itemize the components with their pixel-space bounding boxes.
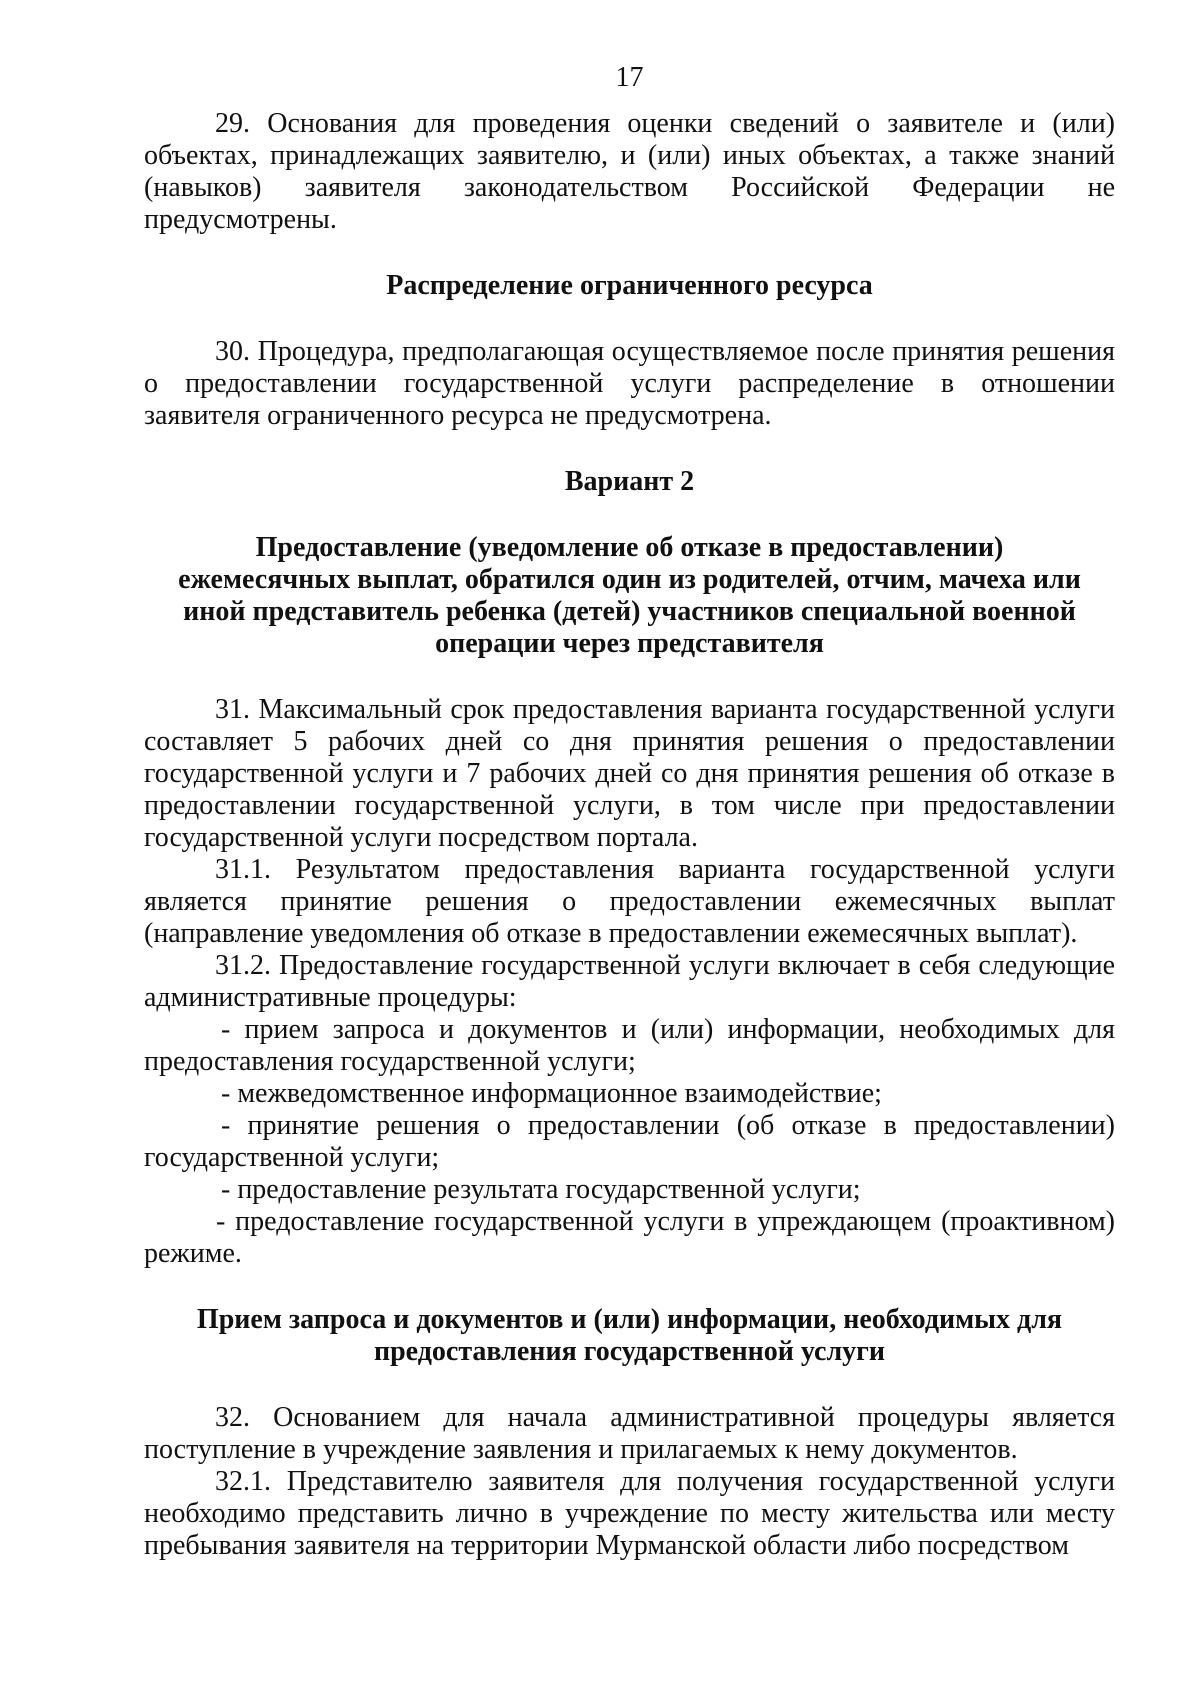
page-number: 17 xyxy=(615,62,644,93)
paragraph-29: 29. Основания для проведения оценки сведений о заявителе и (или) объектах, принадлежащих заявителю, и (или) иных объектах, а также знаний (навыков) заявителя законодательством Российской Федерации не предусмотрены. xyxy=(144,108,1115,235)
heading-request-reception: Прием запроса и документов и (или) информации, необходимых для предоставления государственной услуги xyxy=(196,1304,1063,1367)
procedure-item: - принятие решения о предоставлении (об отказе в предоставлении) государственной услуги; xyxy=(144,1110,1115,1173)
procedure-item: - межведомственное информационное взаимодействие; xyxy=(221,1078,882,1109)
procedure-item: - предоставление государственной услуги в упреждающем (проактивном) режиме. xyxy=(144,1206,1115,1269)
paragraph-31-1: 31.1. Результатом предоставления варианта государственной услуги является принятие решения о предоставлении ежемесячных выплат (направление уведомления об отказе в предоставлении ежемесячных выплат). xyxy=(144,854,1115,949)
document-page xyxy=(144,62,1115,1562)
paragraph-31: 31. Максимальный срок предоставления варианта государственной услуги составляет 5 рабочих дней со дня принятия решения о предоставлении государственной услуги и 7 рабочих дней со дня принятия решения об отказе в предоставлении государственной услуги, в том числе при предоставлении государственной услуги посредством портала. xyxy=(144,694,1115,853)
paragraph-31-2: 31.2. Предоставление государственной услуги включает в себя следующие административные процедуры: xyxy=(144,950,1115,1013)
heading-limited-resource: Распределение ограниченного ресурса xyxy=(386,270,873,301)
paragraph-32: 32. Основанием для начала административной процедуры является поступление в учреждение заявления и прилагаемых к нему документов. xyxy=(144,1402,1115,1465)
heading-variant-title: Предоставление (уведомление об отказе в предоставлении) ежемесячных выплат, обратился один из родителей, отчим, мачеха или иной представитель ребенка (детей) участников специальной военной операции через представителя xyxy=(178,532,1081,659)
heading-variant-2: Вариант 2 xyxy=(564,466,695,497)
paragraph-30: 30. Процедура, предполагающая осуществляемое после принятия решения о предоставлении государственной услуги распределение в отношении заявителя ограниченного ресурса не предусмотрена. xyxy=(144,336,1115,431)
procedure-item: - предоставление результата государственной услуги; xyxy=(221,1174,861,1205)
paragraph-32-1: 32.1. Представителю заявителя для получения государственной услуги необходимо представить лично в учреждение по месту жительства или месту пребывания заявителя на территории Мурманской области либо посредством xyxy=(144,1466,1115,1561)
procedure-item: - прием запроса и документов и (или) информации, необходимых для предоставления государственной услуги; xyxy=(144,1014,1115,1077)
